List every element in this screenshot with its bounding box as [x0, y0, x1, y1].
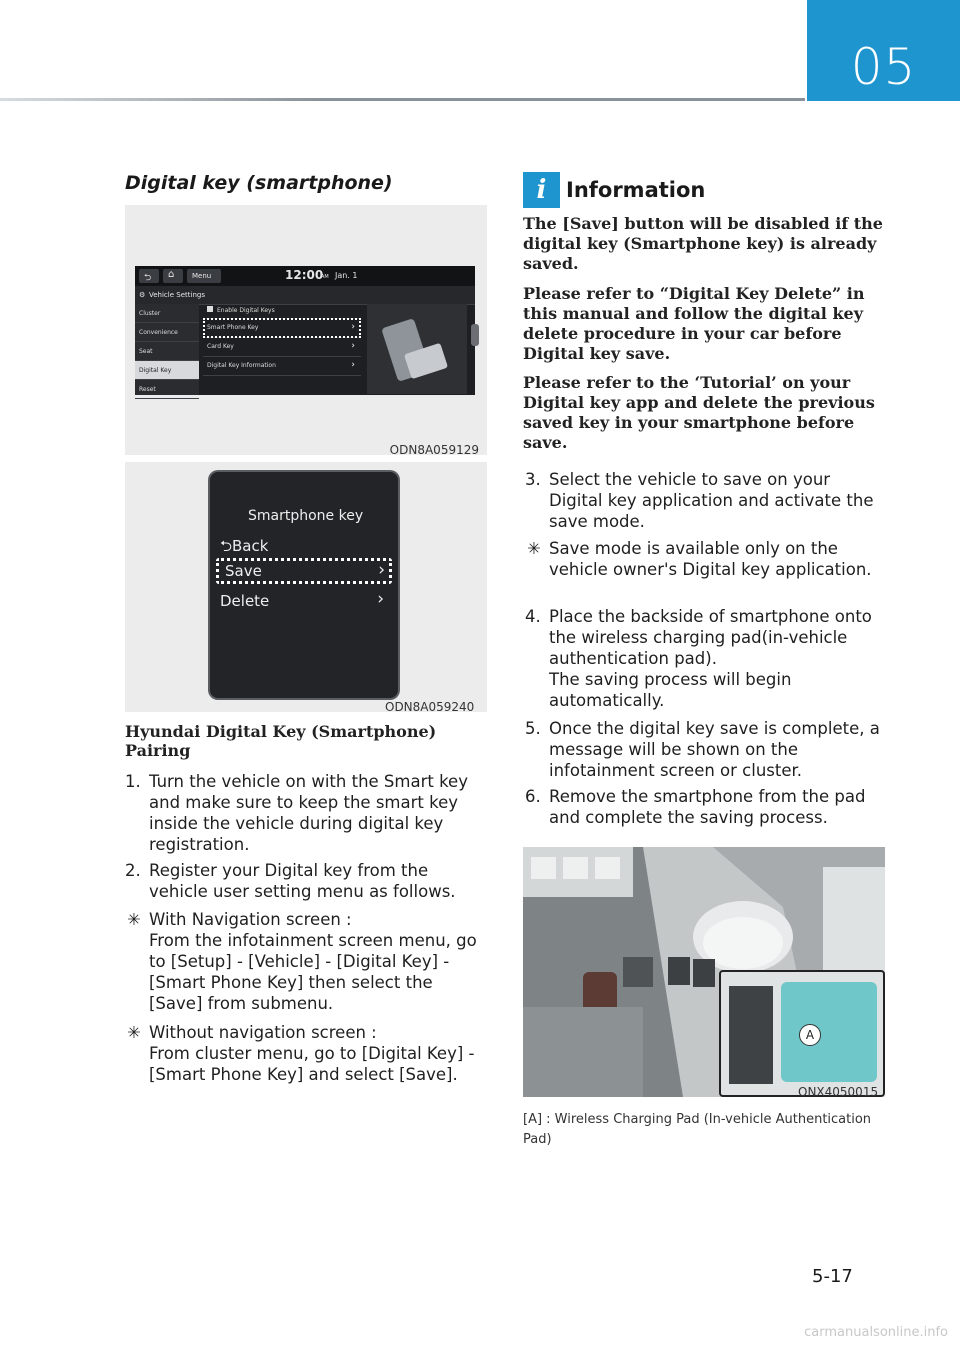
clock-date: Jan. 1 [335, 271, 358, 280]
pad-inset [719, 970, 885, 1097]
figure-infotainment [125, 205, 487, 455]
step-text: Turn the vehicle on with the Smart key and make sure to keep the smart key inside the vehicle during digital key registration. [149, 772, 468, 854]
side-handle[interactable] [471, 324, 479, 346]
row-digital-key-information[interactable] [203, 356, 361, 376]
chevron-right-icon: › [351, 341, 355, 351]
step-1 [125, 771, 487, 855]
chevron-right-icon: › [378, 560, 385, 580]
step-6 [525, 786, 885, 828]
step-3 [525, 469, 885, 532]
figure-caption: ODN8A059129 [389, 443, 479, 457]
chevron-right-icon: › [351, 360, 355, 370]
info-paragraph: Please refer to “Digital Key Delete” in this manual and follow the digital key delete procedure in your car before Digital key save. [523, 284, 865, 363]
step-text: The saving process will begin automatically. [549, 670, 792, 710]
footer-watermark: carmanualsonline.info [804, 1325, 948, 1340]
legend-text: [A] : Wireless Charging Pad (In-vehicle Authentication Pad) [523, 1112, 872, 1147]
header-rule [0, 98, 805, 101]
panel-title-bar [135, 286, 475, 305]
menu-item-reset[interactable]: Reset [135, 380, 199, 399]
step-number: 6. [525, 787, 541, 806]
info-paragraph: The [Save] button will be disabled if the digital key (Smartphone key) is already saved. [523, 214, 883, 273]
step-number: 5. [525, 719, 541, 738]
row-label: Digital Key Information [207, 362, 276, 369]
asterisk-icon: ✳ [527, 539, 541, 558]
step-text: Select the vehicle to save on your Digital key application and activate the save mode. [549, 470, 874, 531]
row-label: Enable Digital Keys [217, 307, 275, 314]
phone-card-illustration [367, 304, 467, 394]
screen-header [135, 266, 475, 286]
pairing-title: Hyundai Digital Key (Smartphone) Pairing [125, 722, 437, 760]
information-label: Information [566, 178, 706, 202]
cluster-delete[interactable]: Delete [220, 592, 270, 610]
back-arrow-icon: ⮌ [220, 537, 233, 555]
note-no-navigation [125, 1022, 487, 1085]
cluster-title: Smartphone key [248, 508, 364, 524]
cluster-save-label: Save [225, 562, 262, 580]
clock-time: 12:00 [285, 268, 324, 282]
note-heading: With Navigation screen : [149, 910, 352, 929]
step-text: Register your Digital key from the vehicle user setting menu as follows. [149, 861, 456, 901]
note-text: From the infotainment screen menu, go to [Setup] - [Vehicle] - [Digital Key] - [Smart Phone Key] then select the [Save] from submenu. [149, 931, 477, 1013]
figure-console-photo [523, 847, 885, 1097]
cluster-save-row[interactable] [216, 558, 392, 584]
menu-button[interactable]: Menu [187, 269, 221, 283]
panel-title: Vehicle Settings [149, 291, 205, 299]
chevron-right-icon: › [351, 322, 355, 332]
chapter-number: 05 [850, 38, 917, 96]
asterisk-icon: ✳ [127, 1023, 141, 1042]
info-paragraph: Please refer to the ‘Tutorial’ on your Digital key app and delete the previous saved key in your smartphone before save. [523, 373, 875, 452]
step-2 [125, 860, 487, 902]
note-text: From cluster menu, go to [Digital Key] - [Smart Phone Key] and select [Save]. [149, 1044, 475, 1084]
note-heading: Without navigation screen : [149, 1023, 377, 1042]
menu-item-cluster[interactable]: Cluster [135, 304, 199, 323]
step-text: Place the backside of smartphone onto the wireless charging pad(in-vehicle authentication pad). [549, 607, 872, 668]
step-text: Remove the smartphone from the pad and complete the saving process. [549, 787, 866, 827]
chevron-right-icon: › [377, 589, 384, 609]
home-icon[interactable]: ⌂ [163, 269, 183, 283]
figure-legend [523, 1110, 885, 1150]
cluster-screen [210, 472, 398, 698]
step-text: Once the digital key save is complete, a message will be shown on the infotainment screen or cluster. [549, 719, 880, 780]
menu-item-digital-key[interactable]: Digital Key [135, 361, 199, 380]
menu-item-convenience[interactable]: Convenience [135, 323, 199, 342]
step-number: 3. [525, 470, 541, 489]
row-card-key[interactable] [203, 337, 361, 357]
section-title: Digital key (smartphone) [125, 172, 393, 194]
step-number: 4. [525, 607, 541, 626]
asterisk-icon: ✳ [127, 910, 141, 929]
page-number: 5-17 [812, 1266, 853, 1287]
figure-caption: ONX4050015 [798, 1085, 879, 1099]
step-number: 2. [125, 861, 141, 880]
figure-caption: ODN8A059240 [385, 700, 475, 714]
label-a-marker: A [799, 1024, 821, 1046]
cluster-back-label: Back [232, 537, 269, 555]
checkbox-icon [207, 306, 213, 312]
note-navigation [125, 909, 487, 1014]
row-enable-digital-keys[interactable] [203, 304, 361, 319]
row-label: Smart Phone Key [207, 324, 259, 331]
note-text: Save mode is available only on the vehicle owner's Digital key application. [549, 539, 872, 579]
step-number: 1. [125, 772, 141, 791]
settings-menu [135, 304, 199, 395]
chapter-tab [807, 0, 960, 101]
note-save-mode [525, 538, 885, 580]
infotainment-screen [135, 266, 475, 395]
info-icon: i [523, 172, 560, 208]
step-5 [525, 718, 885, 781]
row-label: Card Key [207, 343, 234, 350]
menu-item-seat[interactable]: Seat [135, 342, 199, 361]
gear-icon: ⚙ [139, 291, 146, 299]
step-4 [525, 606, 885, 711]
row-smart-phone-key[interactable] [203, 318, 361, 338]
back-icon[interactable]: ⮌ [139, 269, 159, 283]
clock-ampm: AM [321, 274, 329, 280]
